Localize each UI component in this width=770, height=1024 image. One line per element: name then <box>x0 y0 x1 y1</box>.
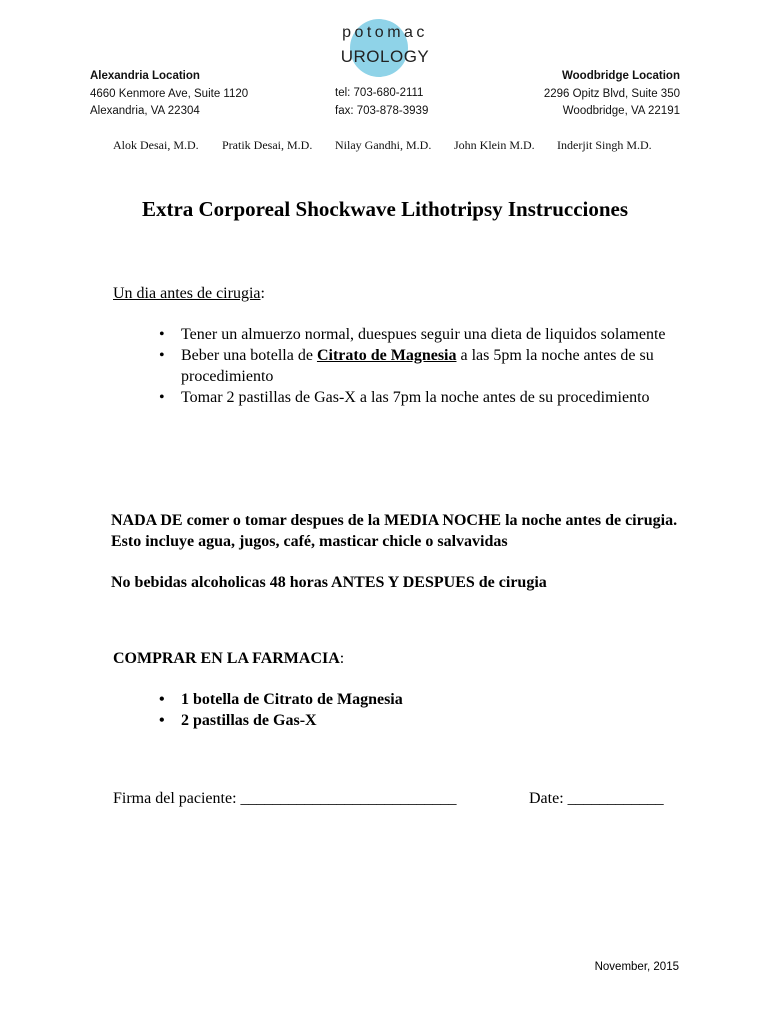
alexandria-location <box>90 68 248 121</box>
footer-date: November, 2015 <box>594 961 679 973</box>
doctor-name: Alok Desai, M.D. <box>113 138 199 152</box>
pharmacy-heading-text: COMPRAR EN LA FARMACIA <box>113 650 340 667</box>
logo-brand: potomac <box>342 24 428 41</box>
pre-surgery-heading <box>113 285 265 303</box>
alexandria-address-line1: 4660 Kenmore Ave, Suite 1120 <box>90 87 249 100</box>
alexandria-title: Alexandria Location <box>90 70 200 82</box>
magnesia-emphasis: Citrato de Magnesia <box>316 347 457 364</box>
date-field[interactable]: Date: ____________ <box>529 790 664 807</box>
telephone: tel: 703-680-2111 <box>335 87 424 99</box>
page-title: Extra Corporeal Shockwave Lithotripsy Instrucciones <box>141 197 629 221</box>
doctor-name: Pratik Desai, M.D. <box>222 138 313 152</box>
list-item-text: Tener un almuerzo normal, duespues seguir una dieta de liquidos solamente <box>181 326 666 343</box>
list-item <box>135 710 635 731</box>
pharmacy-heading <box>113 650 344 668</box>
list-item <box>135 689 635 710</box>
doctor-name: Inderjit Singh M.D. <box>557 138 652 152</box>
potomac-urology-logo <box>334 17 436 73</box>
pharmacy-heading-colon: : <box>339 650 345 667</box>
doctor-name: Nilay Gandhi, M.D. <box>335 138 432 152</box>
list-item-text: a las 5pm la noche antes de su procedimiento <box>181 347 654 385</box>
list-item-text: 1 botella de Citrato de Magnesia <box>181 691 403 708</box>
pre-surgery-list <box>135 324 695 408</box>
list-item <box>135 345 695 387</box>
patient-signature-field[interactable]: Firma del paciente: ___________________________ <box>113 790 457 807</box>
list-item-text: Beber una botella de <box>181 347 317 364</box>
list-item <box>135 387 695 408</box>
fax: fax: 703-878-3939 <box>335 104 429 117</box>
doctor-name: John Klein M.D. <box>454 138 535 152</box>
pharmacy-list <box>135 689 635 731</box>
fasting-notice: NADA DE comer o tomar despues de la MEDIA NOCHE la noche antes de cirugia. Esto incluye agua, jugos, café, masticar chicle o salvavidas <box>111 512 678 550</box>
list-item-text: 2 pastillas de Gas-X <box>181 712 317 729</box>
list-item <box>135 324 695 345</box>
contact-numbers <box>335 85 428 120</box>
woodbridge-address-line2: Woodbridge, VA 22191 <box>562 105 680 117</box>
pre-surgery-heading-text: Un dia antes de cirugia <box>113 285 261 302</box>
alcohol-notice: No bebidas alcoholicas 48 horas ANTES Y DESPUES de cirugia <box>111 574 547 591</box>
woodbridge-location <box>544 68 680 121</box>
logo-subtitle: UROLOGY <box>340 47 430 66</box>
woodbridge-address-line1: 2296 Opitz Blvd, Suite 350 <box>543 87 680 100</box>
woodbridge-title: Woodbridge Location <box>562 70 680 82</box>
list-item-text: Tomar 2 pastillas de Gas-X a las 7pm la noche antes de su procedimiento <box>181 389 650 406</box>
pre-surgery-heading-colon: : <box>260 285 265 302</box>
alexandria-address-line2: Alexandria, VA 22304 <box>90 105 200 117</box>
